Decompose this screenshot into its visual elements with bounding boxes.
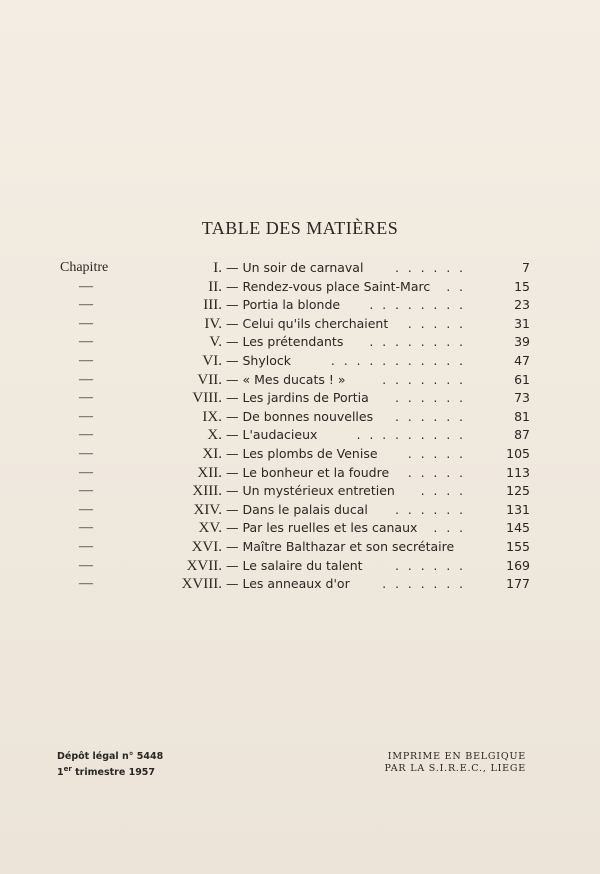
page-number: 81 [514,408,530,424]
chapter-number: XV. [198,520,222,537]
chapter-entry [226,501,472,520]
toc-row [60,352,530,371]
chapter-entry [226,371,472,390]
chapter-number: VIII. [192,390,222,407]
toc-row [60,389,530,408]
chapter-title: Rendez-vous place Saint-Marc [242,278,431,294]
entry-dash: — [226,371,239,387]
chapter-number: IV. [204,315,222,332]
ditto-dash: — [79,371,93,387]
toc-row [60,538,530,557]
page-number: 177 [506,576,530,592]
leader-dots: ....... [382,372,472,387]
leader-dots: ........... [331,353,472,368]
chapter-number: XVI. [191,538,222,555]
ditto-dash: — [79,352,93,368]
chapter-title: Un mystérieux entretien [242,483,395,499]
chapter-number: VI. [202,352,222,369]
page-number: 87 [514,427,530,443]
ditto-dash: — [79,334,93,350]
page-number: 155 [506,538,530,554]
page-number: 113 [506,464,530,480]
chapter-number: VII. [197,371,222,388]
printer-note [384,751,526,775]
entry-dash: — [226,501,239,517]
table-of-contents [60,259,530,594]
page-title: TABLE DES MATIÈRES [201,218,399,238]
leader-dots: .... [420,484,472,499]
chapter-entry [226,445,472,464]
ditto-dash: — [79,278,93,294]
chapter-entry [226,315,472,334]
toc-row [60,333,530,352]
leader-dots: ..... [407,446,472,461]
page-number: 125 [506,483,530,499]
leader-dots: ...... [395,502,472,517]
chapter-label: Chapitre [60,260,109,275]
chapter-title: « Mes ducats ! » [242,371,346,387]
chapter-title: Shylock [242,352,291,368]
ditto-dash: — [79,520,93,536]
entry-dash: — [226,464,239,480]
ditto-dash: — [79,538,93,554]
chapter-entry [226,333,472,352]
toc-row [60,278,530,297]
leader-dots: ........ [369,298,472,313]
leader-dots: ...... [395,391,472,406]
entry-dash: — [226,483,239,499]
entry-dash: — [226,334,239,350]
chapter-entry [226,482,472,501]
entry-dash: — [226,278,239,294]
chapter-title: Dans le palais ducal [242,501,368,517]
chapter-entry [226,538,472,557]
toc-row [60,371,530,390]
chapter-number: XIV. [193,501,222,518]
page-number: 61 [514,371,530,387]
page-number: 73 [514,390,530,406]
ditto-dash: — [79,408,93,424]
page-number: 131 [506,501,530,517]
page-number: 7 [522,260,530,275]
chapter-title: De bonnes nouvelles [242,408,374,424]
chapter-title: Le bonheur et la foudre [242,464,390,480]
ditto-dash: — [79,483,93,499]
chapter-title: Un soir de carnaval [242,260,364,275]
legal-deposit-note [57,751,163,779]
entry-dash: — [226,538,239,554]
chapter-title: Le salaire du talent [242,557,363,573]
toc-row [60,501,530,520]
toc-row [60,519,530,538]
leader-dots: ..... [407,465,472,480]
page-number: 23 [514,297,530,313]
entry-dash: — [226,576,239,592]
chapter-number: III. [203,297,222,314]
legal-deposit-line: Dépôt légal n° 5448 [57,751,164,762]
chapter-entry [226,408,472,427]
toc-row [60,482,530,501]
ditto-dash: — [79,464,93,480]
chapter-entry [226,259,472,278]
page-number: 105 [506,445,530,461]
chapter-number: II. [208,278,222,295]
chapter-entry [226,278,472,297]
toc-row [60,296,530,315]
chapter-entry [226,296,472,315]
chapter-title: Les anneaux d'or [242,576,350,592]
entry-dash: — [226,260,239,275]
chapter-title: Portia la blonde [242,297,341,313]
printed-in-line: IMPRIME EN BELGIQUE [387,751,526,762]
ditto-dash: — [79,427,93,443]
leader-dots: ..... [407,316,472,331]
toc-row [60,557,530,576]
toc-row [60,464,530,483]
entry-dash: — [226,315,239,331]
chapter-entry [226,352,472,371]
chapter-title: Celui qu'ils cherchaient [242,315,389,331]
toc-row [60,408,530,427]
leader-dots: .. [446,279,472,294]
chapter-entry [226,389,472,408]
ditto-dash: — [79,501,93,517]
leader-dots: ...... [395,261,472,275]
page-number: 39 [514,334,530,350]
chapter-number: I. [213,260,222,276]
chapter-number: V. [209,334,222,351]
leader-dots: ......... [356,428,472,443]
trimester-line: 1er trimestre 1957 [57,765,156,779]
chapter-number: XII. [197,464,222,481]
chapter-title: Par les ruelles et les canaux [242,520,418,536]
ditto-dash: — [79,297,93,313]
chapter-title: Maître Balthazar et son secrétaire [242,538,455,554]
printer-name-line: PAR LA S.I.R.E.C., LIEGE [384,763,526,774]
page-number: 145 [506,520,530,536]
chapter-number: IX. [202,408,222,425]
toc-row [60,315,530,334]
ditto-dash: — [79,315,93,331]
chapter-entry [226,464,472,483]
toc-row [60,575,530,594]
chapter-title: Les prétendants [242,334,344,350]
chapter-entry [226,426,472,445]
chapter-title: Les plombs de Venise [242,445,378,461]
ditto-dash: — [79,445,93,461]
leader-dots: ...... [395,558,472,573]
chapter-title: L'audacieux [242,427,318,443]
toc-row [60,259,530,278]
entry-dash: — [226,408,239,424]
entry-dash: — [226,557,239,573]
chapter-number: XIII. [192,483,222,500]
chapter-number: XVIII. [181,576,222,593]
entry-dash: — [226,390,239,406]
page-number: 169 [506,557,530,573]
chapter-entry [226,575,472,594]
ditto-dash: — [79,576,93,592]
entry-dash: — [226,445,239,461]
ditto-dash: — [79,557,93,573]
entry-dash: — [226,520,239,536]
leader-dots: ... [433,521,472,536]
chapter-title: Les jardins de Portia [242,390,369,406]
entry-dash: — [226,427,239,443]
page-number: 31 [514,315,530,331]
chapter-number: X. [207,427,222,444]
chapter-number: XI. [202,445,222,462]
chapter-entry [226,557,472,576]
chapter-number: XVII. [186,557,222,574]
toc-row [60,426,530,445]
entry-dash: — [226,352,239,368]
leader-dots: ........ [369,335,472,350]
leader-dots: ....... [382,577,472,592]
page-number: 15 [514,278,530,294]
toc-row [60,445,530,464]
ditto-dash: — [79,390,93,406]
chapter-entry [226,519,472,538]
leader-dots: ...... [395,409,472,424]
page-number: 47 [514,352,530,368]
entry-dash: — [226,297,239,313]
